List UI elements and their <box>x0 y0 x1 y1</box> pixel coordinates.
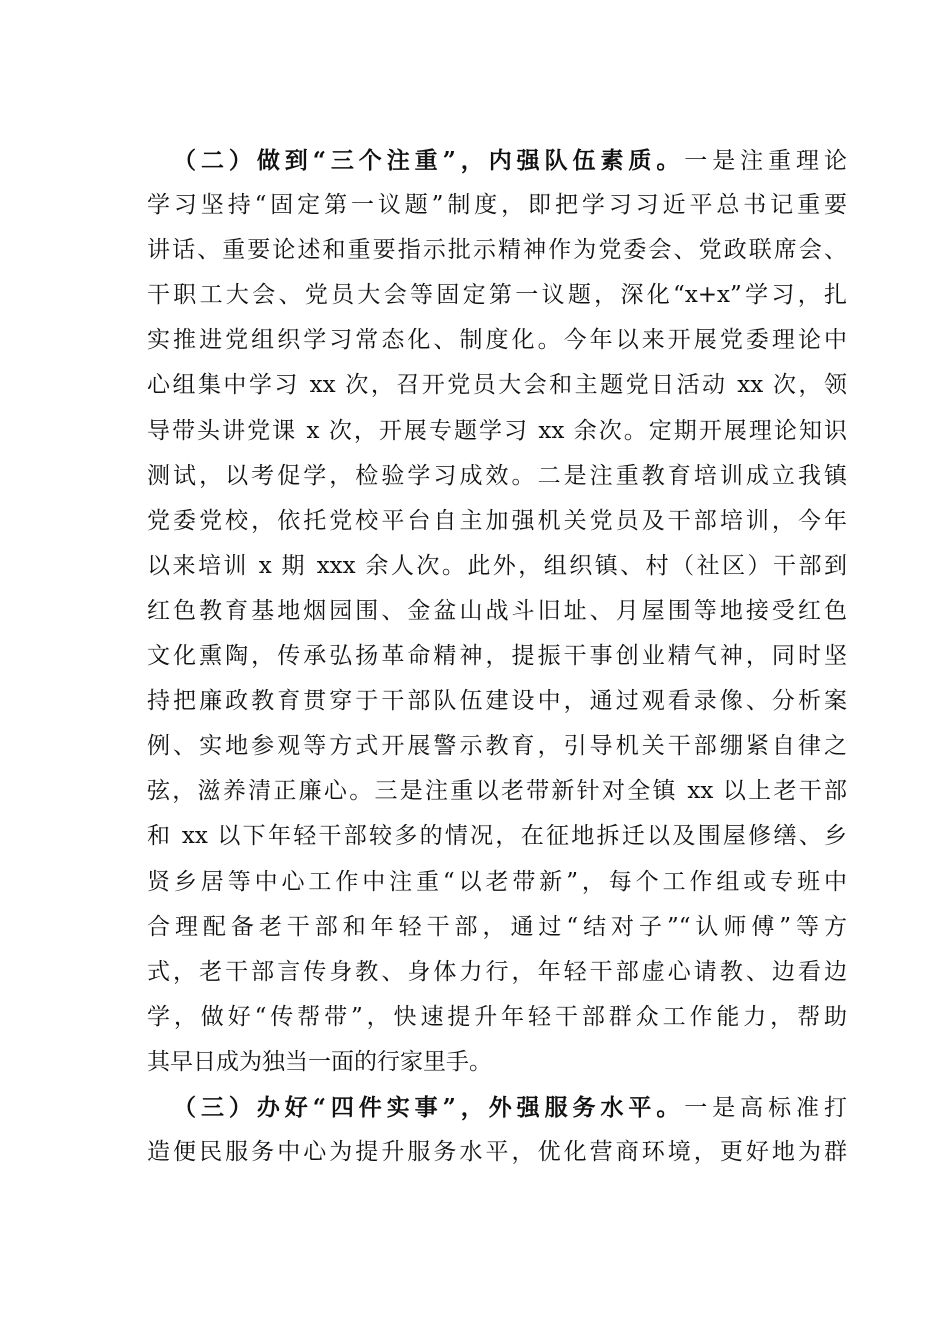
paragraph-line: 弦，滋养清正廉心。三是注重以老带新针对全镇 xx 以上老干部 <box>147 778 847 805</box>
paragraph-line: 实推进党组织学习常态化、制度化。今年以来开展党委理论中 <box>147 327 847 354</box>
paragraph-text: 一是高标准打 <box>684 1094 847 1121</box>
paragraph-line: 文化熏陶，传承弘扬革命精神，提振干事创业精气神，同时坚 <box>147 643 847 670</box>
section-heading: （二）做到“三个注重”，内强队伍素质。 <box>173 147 685 174</box>
paragraph-line: 党委党校，依托党校平台自主加强机关党员及干部培训，今年 <box>147 507 847 534</box>
paragraph-line: 贤乡居等中心工作中注重“以老带新”，每个工作组或专班中 <box>147 868 847 895</box>
paragraph-line: 持把廉政教育贯穿于干部队伍建设中，通过观看录像、分析案 <box>147 688 847 715</box>
paragraph-line: 和 xx 以下年轻干部较多的情况，在征地拆迁以及围屋修缮、乡 <box>147 823 847 850</box>
paragraph-line: 合理配备老干部和年轻干部，通过“结对子”“认师傅”等方 <box>147 913 847 940</box>
paragraph-line: 以来培训 x 期 xxx 余人次。此外，组织镇、村（社区）干部到 <box>147 552 847 579</box>
section-heading: （三）办好“四件实事”，外强服务水平。 <box>173 1093 685 1121</box>
paragraph-line: 例、实地参观等方式开展警示教育，引导机关干部绷紧自律之 <box>147 733 847 760</box>
paragraph-line: 导带头讲党课 x 次，开展专题学习 xx 余次。定期开展理论知识 <box>147 417 847 444</box>
paragraph-line: 其早日成为独当一面的行家里手。 <box>147 1048 492 1075</box>
paragraph-section-two <box>147 138 847 1085</box>
paragraph-line: 学习坚持“固定第一议题”制度，即把学习习近平总书记重要 <box>147 192 847 219</box>
paragraph-line: 造便民服务中心为提升服务水平，优化营商环境，更好地为群 <box>147 1139 847 1166</box>
paragraph-line: 式，老干部言传身教、身体力行，年轻干部虚心请教、边看边 <box>147 958 847 985</box>
paragraph-line <box>147 1085 847 1130</box>
paragraph-line: 红色教育基地烟园围、金盆山战斗旧址、月屋围等地接受红色 <box>147 597 847 624</box>
paragraph-line <box>147 138 847 183</box>
paragraph-line: 学，做好“传帮带”，快速提升年轻干部群众工作能力，帮助 <box>147 1003 847 1030</box>
paragraph-line: 测试，以考促学，检验学习成效。二是注重教育培训成立我镇 <box>147 462 847 489</box>
paragraph-text: 一是注重理论 <box>684 148 847 174</box>
paragraph-line: 心组集中学习 xx 次，召开党员大会和主题党日活动 xx 次，领 <box>147 372 847 399</box>
paragraph-line: 讲话、重要论述和重要指示批示精神作为党委会、党政联席会、 <box>147 237 847 264</box>
paragraph-line: 干职工大会、党员大会等固定第一议题，深化“x+x”学习，扎 <box>147 282 847 309</box>
document-body <box>147 138 847 1175</box>
paragraph-section-three <box>147 1085 847 1175</box>
